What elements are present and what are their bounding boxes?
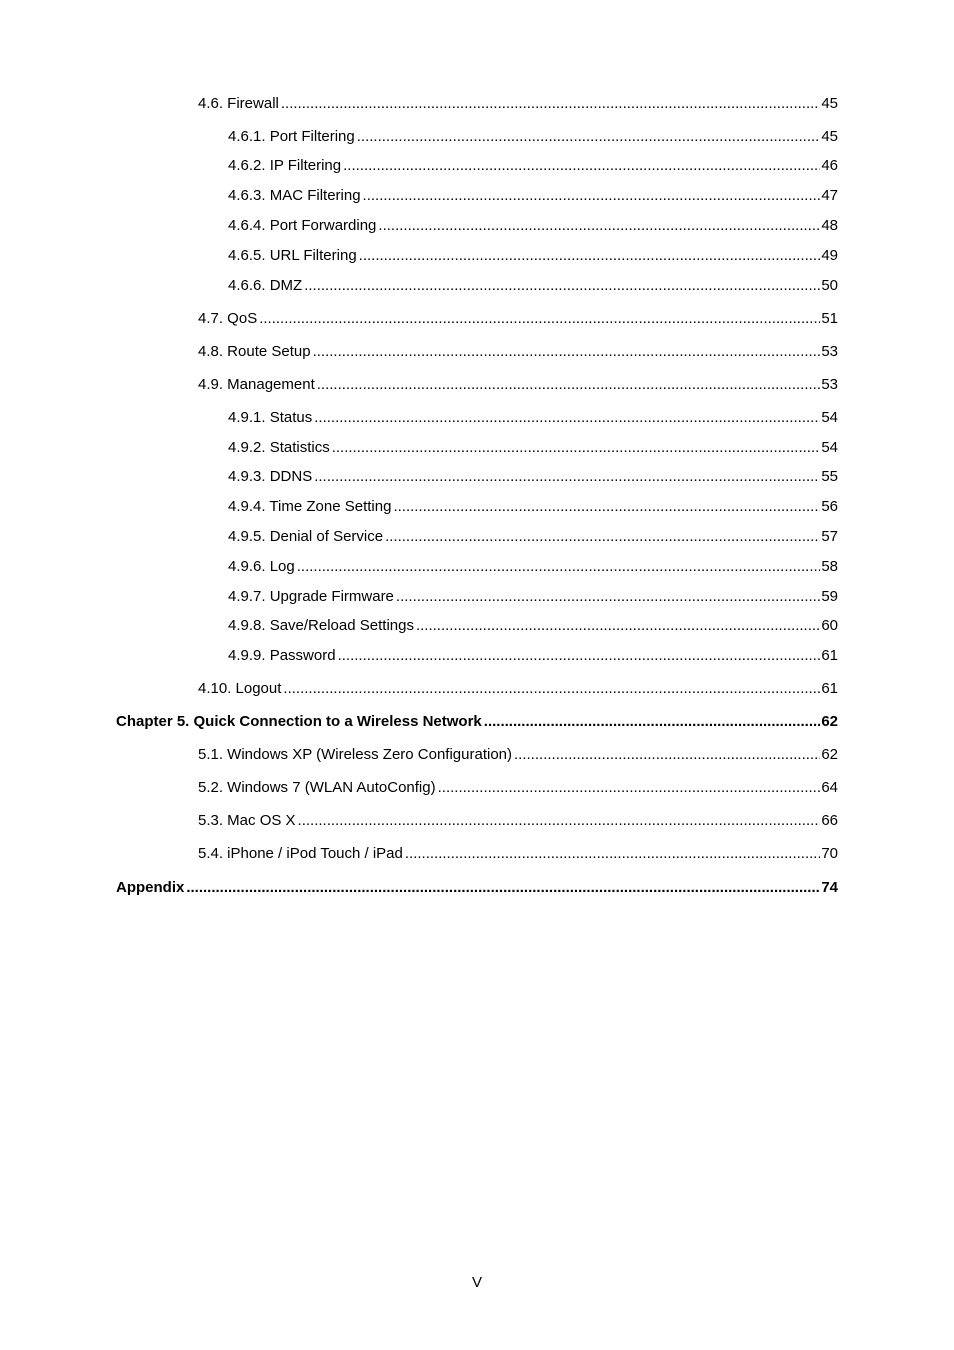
- toc-dot-leader: [385, 527, 820, 547]
- toc-dot-leader: [357, 127, 821, 147]
- toc-entry[interactable]: [198, 679, 838, 699]
- toc-dot-leader: [313, 342, 821, 362]
- toc-entry-title: 4.9.8. Save/Reload Settings: [228, 617, 414, 634]
- toc-entry[interactable]: [116, 712, 838, 732]
- toc-dot-leader: [304, 276, 820, 296]
- toc-entry-title: Appendix: [116, 879, 185, 896]
- toc-entry[interactable]: [228, 246, 838, 266]
- toc-entry[interactable]: [198, 844, 838, 864]
- toc-entry-title: Chapter 5. Quick Connection to a Wireless Network: [116, 713, 482, 730]
- toc-dot-leader: [484, 712, 821, 732]
- toc-entry[interactable]: [228, 438, 838, 458]
- toc-dot-leader: [314, 408, 820, 428]
- toc-dot-leader: [416, 616, 820, 636]
- toc-dot-leader: [314, 467, 820, 487]
- toc-entry-page: 45: [821, 95, 838, 112]
- toc-entry-title: 4.9.9. Password: [228, 647, 336, 664]
- toc-entry-page: 61: [821, 647, 838, 664]
- toc-dot-leader: [343, 156, 820, 176]
- toc-entry-page: 64: [821, 779, 838, 796]
- toc-entry-page: 74: [821, 879, 838, 896]
- toc-entry[interactable]: [228, 646, 838, 666]
- toc-entry[interactable]: [228, 216, 838, 236]
- toc-dot-leader: [393, 497, 820, 517]
- toc-dot-leader: [283, 679, 820, 699]
- toc-entry-title: 4.6.4. Port Forwarding: [228, 217, 377, 234]
- toc-entry[interactable]: [198, 375, 838, 395]
- toc-entry[interactable]: [228, 587, 838, 607]
- toc-dot-leader: [259, 309, 820, 329]
- toc-entry-page: 50: [821, 277, 838, 294]
- toc-entry-page: 47: [821, 187, 838, 204]
- toc-entry[interactable]: [228, 127, 838, 147]
- toc-entry[interactable]: [198, 811, 838, 831]
- toc-entry[interactable]: [228, 186, 838, 206]
- toc-entry-title: 4.9. Management: [198, 376, 315, 393]
- toc-dot-leader: [186, 878, 820, 898]
- toc-entry-title: 4.6.5. URL Filtering: [228, 247, 357, 264]
- toc-entry-title: 4.6.2. IP Filtering: [228, 157, 342, 174]
- toc-dot-leader: [359, 246, 821, 266]
- toc-entry-title: 5.1. Windows XP (Wireless Zero Configuration): [198, 746, 513, 763]
- toc-entry-page: 57: [821, 528, 838, 545]
- toc-entry-title: 4.6.6. DMZ: [228, 277, 303, 294]
- toc-dot-leader: [438, 778, 821, 798]
- toc-dot-leader: [338, 646, 821, 666]
- toc-entry[interactable]: [228, 467, 838, 487]
- toc-entry-page: 59: [821, 588, 838, 605]
- toc-entry-title: 4.6. Firewall: [198, 95, 279, 112]
- toc-entry-page: 56: [821, 498, 838, 515]
- toc-entry-title: 4.9.3. DDNS: [228, 468, 313, 485]
- toc-entry-title: 4.9.6. Log: [228, 558, 295, 575]
- toc-entry-page: 62: [821, 713, 838, 730]
- toc-entry-title: 4.9.5. Denial of Service: [228, 528, 384, 545]
- toc-entry[interactable]: [228, 276, 838, 296]
- toc-entry[interactable]: [198, 309, 838, 329]
- toc-dot-leader: [363, 186, 821, 206]
- toc-entry-title: 5.4. iPhone / iPod Touch / iPad: [198, 845, 403, 862]
- toc-dot-leader: [514, 745, 820, 765]
- toc-entry-title: 4.6.3. MAC Filtering: [228, 187, 361, 204]
- toc-entry[interactable]: [198, 342, 838, 362]
- toc-entry[interactable]: [116, 878, 838, 898]
- toc-entry-page: 46: [821, 157, 838, 174]
- toc-entry-page: 49: [821, 247, 838, 264]
- toc-entry[interactable]: [228, 557, 838, 577]
- toc-entry-page: 58: [821, 558, 838, 575]
- toc-entry-title: 4.9.1. Status: [228, 409, 313, 426]
- toc-entry[interactable]: [228, 497, 838, 517]
- toc-entry-page: 45: [821, 128, 838, 145]
- toc-entry-page: 55: [821, 468, 838, 485]
- toc-dot-leader: [405, 844, 820, 864]
- toc-entry-page: 54: [821, 439, 838, 456]
- toc-entry-page: 53: [821, 343, 838, 360]
- toc-entry-title: 4.9.2. Statistics: [228, 439, 330, 456]
- toc-entry-title: 4.9.7. Upgrade Firmware: [228, 588, 394, 605]
- toc-dot-leader: [332, 438, 821, 458]
- toc-entry-title: 4.8. Route Setup: [198, 343, 311, 360]
- toc-entry-title: 5.3. Mac OS X: [198, 812, 296, 829]
- toc-entry-title: 5.2. Windows 7 (WLAN AutoConfig): [198, 779, 436, 796]
- toc-entry-title: 4.6.1. Port Filtering: [228, 128, 355, 145]
- toc-entry-page: 70: [821, 845, 838, 862]
- toc-entry-page: 60: [821, 617, 838, 634]
- toc-entry[interactable]: [228, 156, 838, 176]
- toc-entry-page: 53: [821, 376, 838, 393]
- toc-dot-leader: [281, 94, 820, 114]
- toc-entry[interactable]: [228, 408, 838, 428]
- toc-entry-page: 62: [821, 746, 838, 763]
- toc-dot-leader: [317, 375, 821, 395]
- toc-entry-page: 66: [821, 812, 838, 829]
- toc-dot-leader: [396, 587, 820, 607]
- toc-entry-title: 4.9.4. Time Zone Setting: [228, 498, 392, 515]
- toc-entry-page: 48: [821, 217, 838, 234]
- toc-entry[interactable]: [198, 745, 838, 765]
- toc-entry-page: 51: [821, 310, 838, 327]
- toc-entry[interactable]: [228, 527, 838, 547]
- toc-entry[interactable]: [198, 778, 838, 798]
- toc-entry-title: 4.7. QoS: [198, 310, 258, 327]
- toc-entry[interactable]: [228, 616, 838, 636]
- toc-entry-page: 54: [821, 409, 838, 426]
- toc-dot-leader: [378, 216, 820, 236]
- toc-entry-page: 61: [821, 680, 838, 697]
- toc-entry-title: 4.10. Logout: [198, 680, 282, 697]
- toc-dot-leader: [297, 557, 821, 577]
- toc-entry[interactable]: [198, 94, 838, 114]
- toc-dot-leader: [298, 811, 821, 831]
- page-number: V: [471, 1274, 482, 1291]
